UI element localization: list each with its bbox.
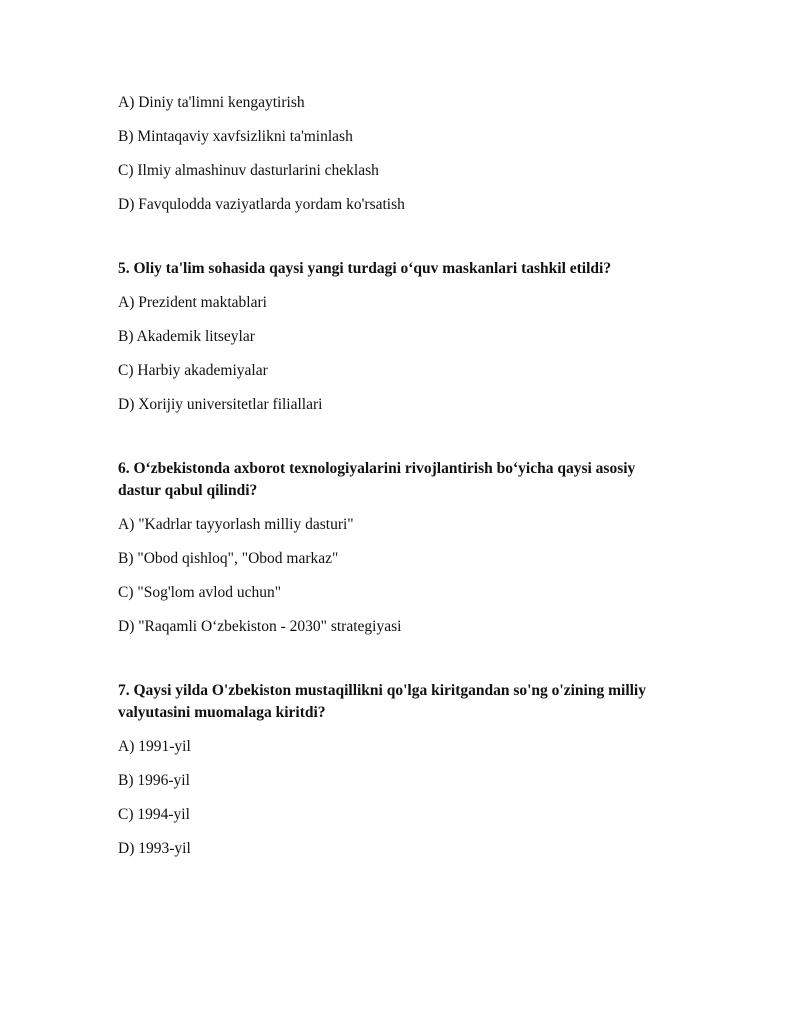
question-6 [118,458,678,650]
option-b: B) Akademik litseylar [118,328,255,345]
option-a: A) 1991-yil [118,738,191,755]
option-a: A) "Kadrlar tayyorlash milliy dasturi" [118,516,354,533]
option-d: D) 1993-yil [118,840,191,857]
option-c: C) "Sog'lom avlod uchun" [118,584,282,601]
option-b: B) 1996-yil [118,772,190,789]
intro-options [118,92,678,228]
option-d: D) Xorijiy universitetlar filiallari [118,396,323,413]
option-c: C) Ilmiy almashinuv dasturlarini cheklash [118,162,379,179]
option-a: A) Prezident maktablari [118,294,267,311]
question-7 [118,680,678,872]
option-b: B) "Obod qishloq", "Obod markaz" [118,550,339,567]
question-text: 7. Qaysi yilda O'zbekiston mustaqillikni qo'lga kiritgandan so'ng o'zining milliy valyutasini muomalaga kiritdi? [118,682,646,721]
document-page [118,92,678,872]
question-text: 6. O‘zbekistonda axborot texnologiyalarini rivojlantirish bo‘yicha qaysi asosiy dastur qabul qilindi? [118,460,636,499]
question-5 [118,258,678,428]
option-a: A) Diniy ta'limni kengaytirish [118,94,305,111]
option-b: B) Mintaqaviy xavfsizlikni ta'minlash [118,128,353,145]
option-c: C) Harbiy akademiyalar [118,362,268,379]
option-d: D) "Raqamli O‘zbekiston - 2030" strategiyasi [118,618,402,635]
question-text: 5. Oliy ta'lim sohasida qaysi yangi turdagi o‘quv maskanlari tashkil etildi? [118,260,612,277]
option-d: D) Favqulodda vaziyatlarda yordam ko'rsatish [118,196,405,213]
option-c: C) 1994-yil [118,806,190,823]
